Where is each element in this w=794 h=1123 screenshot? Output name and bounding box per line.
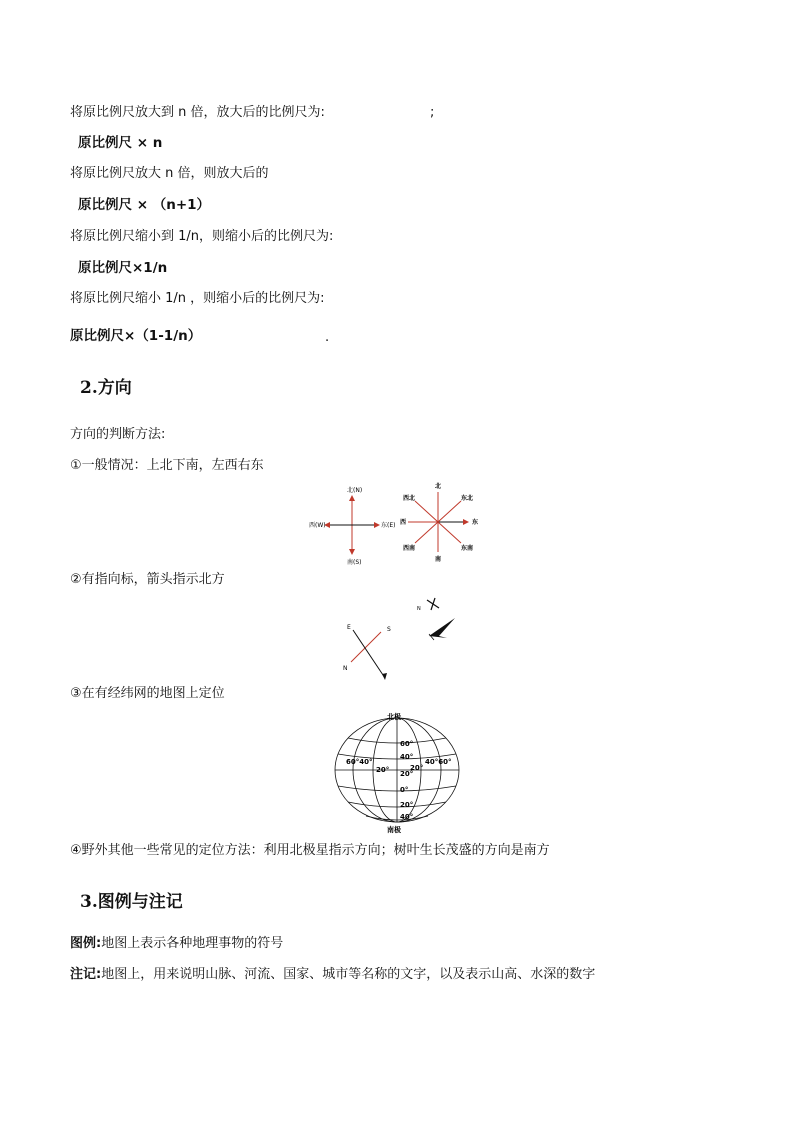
pointer-e-label: E xyxy=(347,624,351,631)
pointer-n-label: N xyxy=(343,665,348,672)
legend-label: 图例: xyxy=(70,936,102,951)
star-se-label: 东南 xyxy=(461,545,474,552)
globe-south-pole-label: 南极 xyxy=(387,826,401,834)
star-nw-label: 西北 xyxy=(403,495,416,502)
north-arrow-icon xyxy=(429,618,455,638)
globe-graticule xyxy=(335,718,459,822)
section-heading-direction: 2.方向 xyxy=(80,378,132,398)
star-w-label: 西 xyxy=(400,519,407,526)
cross-north-label: 北(N) xyxy=(347,487,363,494)
legend-text: 地图上表示各种地理事物的符号 xyxy=(101,936,284,951)
scale-line-1: 将原比例尺放大到 n 倍，放大后的比例尺为: xyxy=(70,105,325,120)
legend-line xyxy=(70,936,283,952)
globe-lat-40n: 40° xyxy=(400,753,414,761)
globe-lon-right: 40°60° xyxy=(425,758,452,766)
pointer-figure xyxy=(335,592,465,684)
note-line xyxy=(70,967,595,983)
direction-item-1: ①一般情况：上北下南，左西右东 xyxy=(70,458,264,473)
direction-item-4: ④野外其他一些常见的定位方法：利用北极星指示方向；树叶生长茂盛的方向是南方 xyxy=(70,843,550,858)
globe-lat-0: 0° xyxy=(400,786,409,794)
note-text: 地图上，用来说明山脉、河流、国家、城市等名称的文字，以及表示山高、水深的数字 xyxy=(101,967,596,982)
scale-line-3: 将原比例尺缩小到 1/n，则缩小后的比例尺为: xyxy=(70,229,334,244)
globe-north-pole-label: 北极 xyxy=(387,713,401,721)
globe-lon-r20: 20° xyxy=(410,764,424,772)
cross-east-label: 东(E) xyxy=(381,522,396,529)
globe-lat-20s: 20° xyxy=(400,801,414,809)
star-e-label: 东 xyxy=(472,519,479,526)
compass-figure xyxy=(305,480,495,570)
scale-formula-3: 原比例尺×1/n xyxy=(78,260,168,276)
globe-lat-20n: 20° xyxy=(400,770,414,778)
section-heading-legend: 3.图例与注记 xyxy=(80,892,183,912)
scale-formula-4: 原比例尺×（1-1/n） xyxy=(70,328,202,344)
scale-line-2: 将原比例尺放大 n 倍，则放大后的 xyxy=(70,166,269,181)
cross-west-label: 西(W) xyxy=(309,522,326,529)
note-label: 注记: xyxy=(70,967,102,982)
pointer-s-label: S xyxy=(387,626,391,633)
cross-south-label: 南(S) xyxy=(347,559,362,566)
north-arrow-n-label: N xyxy=(417,606,421,612)
star-compass xyxy=(400,482,478,563)
north-arrow xyxy=(417,598,455,640)
globe-lat-60n: 60° xyxy=(400,740,414,748)
scale-line-1-end: ; xyxy=(430,105,435,120)
scale-formula-1: 原比例尺 × n xyxy=(78,135,163,151)
scale-formula-2: 原比例尺 × （n+1） xyxy=(78,197,211,213)
star-n-label: 北 xyxy=(435,483,442,490)
pointer-arrow-icon xyxy=(382,673,387,680)
direction-item-2: ②有指向标，箭头指示北方 xyxy=(70,572,225,587)
globe-lon-left: 60°40° xyxy=(346,758,373,766)
pointer-cross xyxy=(343,624,391,680)
globe-figure xyxy=(330,708,465,834)
star-ne-label: 东北 xyxy=(461,495,474,502)
cross-compass xyxy=(309,486,395,566)
star-sw-label: 西南 xyxy=(403,545,416,552)
direction-intro: 方向的判断方法: xyxy=(70,427,166,442)
globe-lon-l20: 20° xyxy=(376,766,390,774)
direction-item-3: ③在有经纬网的地图上定位 xyxy=(70,686,225,701)
star-s-label: 南 xyxy=(435,556,442,563)
scale-formula-4-end: . xyxy=(325,330,330,345)
globe-lat-40s: 40° xyxy=(400,813,414,821)
scale-line-4: 将原比例尺缩小 1/n ，则缩小后的比例尺为: xyxy=(70,291,325,306)
